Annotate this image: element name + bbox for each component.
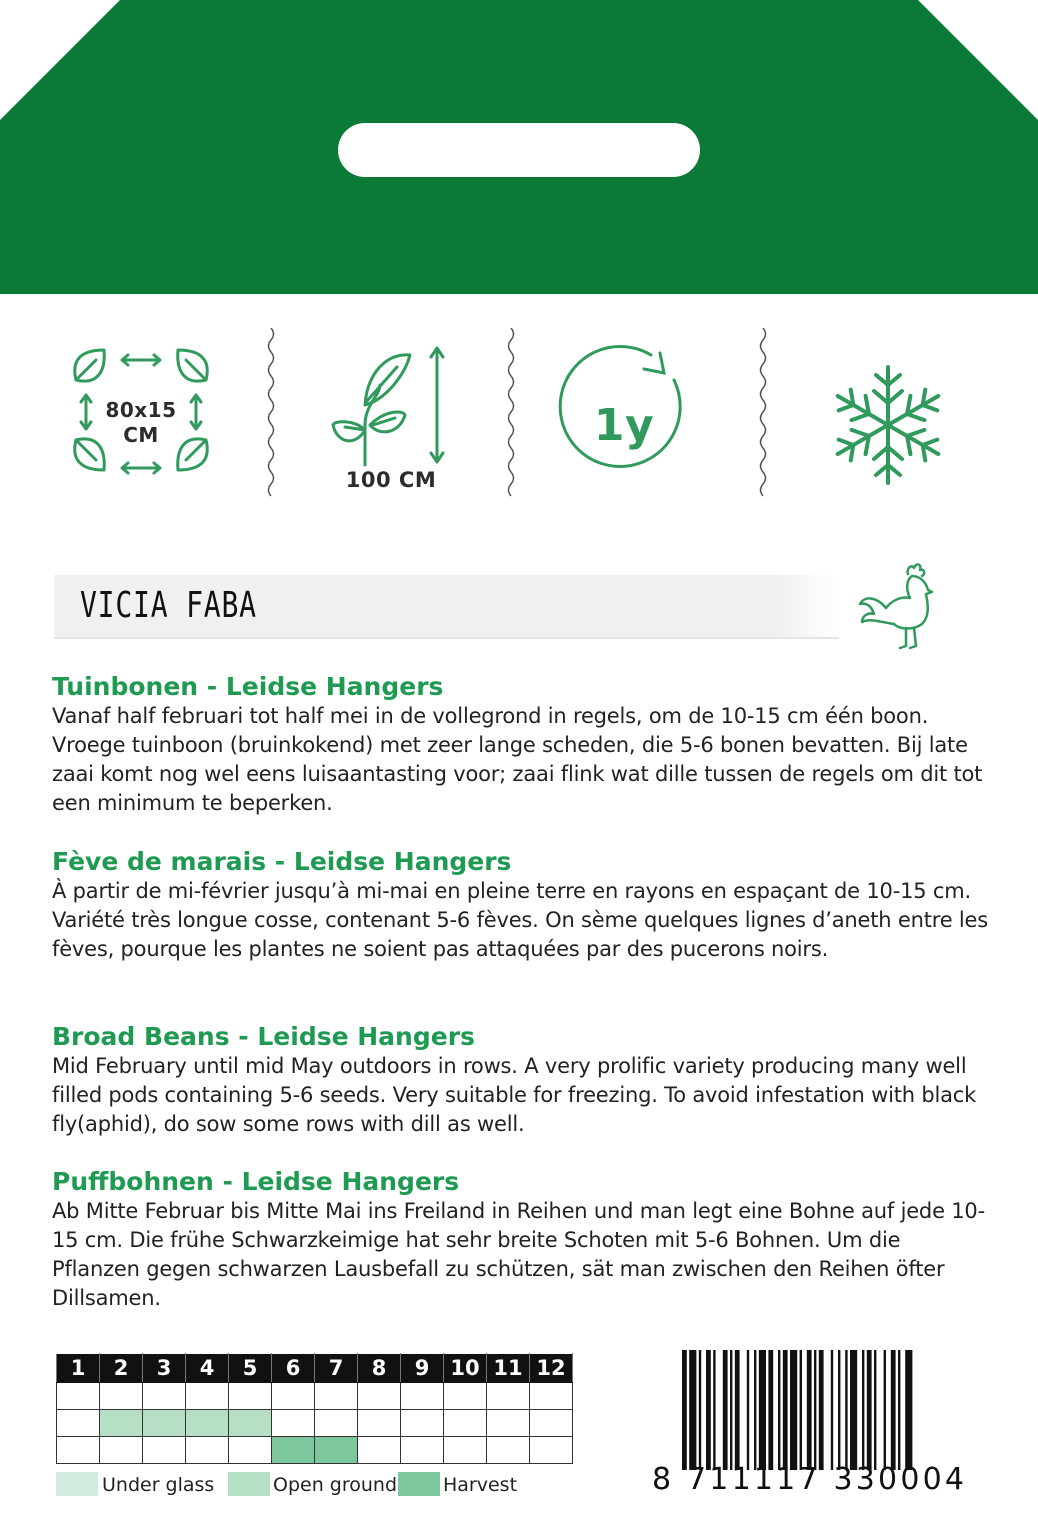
calendar-cell — [272, 1383, 315, 1410]
calendar-cell — [229, 1383, 272, 1410]
month-label: 2 — [100, 1354, 143, 1383]
calendar-cell — [143, 1437, 186, 1464]
section-body: Vanaf half februari tot half mei in de vollegrond in regels, om de 10-15 cm één boon. Vroege tuinboon (bruinkokend) met zeer lange scheden, die 5-6 bonen bevatten. Bij late zaai komt nog wel eens luisaantasting voor; zaai flink wat dille tussen de regels om dit tot een minimum te beperken. — [52, 704, 983, 815]
calendar-row-harvest — [57, 1437, 573, 1464]
barcode-bar — [814, 1350, 816, 1470]
calendar-cell — [272, 1437, 315, 1464]
month-label: 11 — [487, 1354, 530, 1383]
barcode-bar — [884, 1350, 886, 1470]
calendar-month-row — [57, 1354, 573, 1383]
month-label: 1 — [57, 1354, 100, 1383]
barcode-bar — [850, 1350, 857, 1470]
section-body: À partir de mi-février jusqu’à mi-mai en pleine terre en rayons en espaçant de 10-15 cm. Variété très longue cosse, contenant 5-6 fèves. On sème quelques lignes d’aneth entre les fèves, pourque les plantes ne soient pas attaquées par des pucerons noirs. — [52, 879, 989, 961]
barcode-bar — [891, 1350, 896, 1470]
barcode-bar — [874, 1350, 876, 1470]
calendar-cell — [186, 1410, 229, 1437]
calendar-cell — [358, 1410, 401, 1437]
latin-name: VICIA FABA — [80, 585, 257, 626]
barcode-bar — [768, 1350, 773, 1470]
latin-name-banner — [54, 575, 839, 639]
header-corner-cut-right — [918, 0, 1038, 120]
wavy-divider — [757, 328, 769, 500]
calendar-cell — [186, 1383, 229, 1410]
barcode-bar — [689, 1350, 696, 1470]
legend-swatch-open-ground — [228, 1472, 270, 1496]
description-section-en — [52, 1022, 992, 1139]
barcode-bar — [713, 1350, 715, 1470]
frost-icon-block — [828, 325, 948, 505]
calendar-cell — [186, 1437, 229, 1464]
month-label: 5 — [229, 1354, 272, 1383]
month-label: 10 — [444, 1354, 487, 1383]
legend-label-under-glass: Under glass — [102, 1474, 215, 1496]
barcode-number: 8 711117 330004 — [652, 1462, 968, 1497]
lifecycle-icon-block — [556, 325, 696, 505]
barcode-bar — [735, 1350, 740, 1470]
calendar-cell — [315, 1383, 358, 1410]
calendar-cell — [57, 1437, 100, 1464]
calendar-cell — [272, 1410, 315, 1437]
calendar-cell — [315, 1410, 358, 1437]
spacing-icon-block — [66, 325, 216, 505]
legend-label-open-ground: Open ground — [273, 1474, 398, 1496]
calendar-cell — [229, 1410, 272, 1437]
calendar-cell — [487, 1383, 530, 1410]
rooster-icon — [856, 560, 940, 652]
barcode-bar — [845, 1350, 847, 1470]
legend-swatch-harvest — [398, 1472, 440, 1496]
month-label: 3 — [143, 1354, 186, 1383]
calendar-cell — [530, 1383, 573, 1410]
calendar-cell — [530, 1437, 573, 1464]
calendar-cell — [100, 1410, 143, 1437]
barcode-bar — [723, 1350, 728, 1470]
sowing-calendar — [56, 1353, 573, 1464]
barcode-bar — [759, 1350, 766, 1470]
calendar-cell — [487, 1410, 530, 1437]
barcode-bar — [754, 1350, 756, 1470]
wavy-divider — [265, 328, 277, 500]
barcode-bar — [831, 1350, 833, 1470]
calendar-cell — [100, 1437, 143, 1464]
calendar-cell — [143, 1410, 186, 1437]
barcode-bar — [682, 1350, 687, 1470]
calendar-cell — [358, 1437, 401, 1464]
calendar-legend — [56, 1472, 576, 1498]
barcode-bar — [699, 1350, 701, 1470]
barcode-bar — [807, 1350, 812, 1470]
spacing-label-line1: 80x15 — [105, 398, 177, 422]
barcode-bar — [783, 1350, 788, 1470]
calendar-cell — [401, 1410, 444, 1437]
description-section-de — [52, 1167, 992, 1313]
month-label: 12 — [530, 1354, 573, 1383]
calendar-cell — [143, 1383, 186, 1410]
month-label: 6 — [272, 1354, 315, 1383]
description-section-nl — [52, 672, 992, 818]
calendar-cell — [57, 1410, 100, 1437]
month-label: 4 — [186, 1354, 229, 1383]
month-label: 9 — [401, 1354, 444, 1383]
barcode-bar — [838, 1350, 840, 1470]
month-label: 8 — [358, 1354, 401, 1383]
legend-swatch-under-glass — [56, 1472, 98, 1496]
barcode-bar — [790, 1350, 797, 1470]
section-title: Tuinbonen - Leidse Hangers — [52, 672, 444, 701]
barcode-bar — [778, 1350, 780, 1470]
calendar-cell — [229, 1437, 272, 1464]
calendar-cell — [401, 1437, 444, 1464]
legend-label-harvest: Harvest — [443, 1474, 518, 1496]
barcode-bar — [706, 1350, 711, 1470]
section-title: Fève de marais - Leidse Hangers — [52, 847, 512, 876]
barcode-bar — [898, 1350, 900, 1470]
description-section-fr — [52, 847, 992, 964]
section-title: Puffbohnen - Leidse Hangers — [52, 1167, 460, 1196]
calendar-cell — [487, 1437, 530, 1464]
wavy-divider — [505, 328, 517, 500]
spacing-label-line2: CM — [123, 423, 159, 447]
lifecycle-label: 1y — [593, 400, 655, 451]
packet-header — [0, 0, 1038, 294]
calendar-cell — [315, 1437, 358, 1464]
barcode-bar — [905, 1350, 912, 1470]
calendar-row-open-ground — [57, 1410, 573, 1437]
calendar-cell — [100, 1383, 143, 1410]
barcode-bar — [730, 1350, 732, 1470]
calendar-cell — [444, 1437, 487, 1464]
calendar-cell — [444, 1410, 487, 1437]
calendar-cell — [401, 1383, 444, 1410]
barcode-bar — [862, 1350, 864, 1470]
calendar-cell — [444, 1383, 487, 1410]
snowflake-icon — [828, 325, 948, 485]
barcode-bar — [800, 1350, 802, 1470]
plant-height-icon — [325, 325, 475, 475]
plant-height-icon-block — [325, 325, 475, 505]
barcode — [682, 1350, 966, 1470]
barcode-bar — [819, 1350, 824, 1470]
hang-hole — [338, 123, 700, 177]
plant-height-label: 100 CM — [345, 468, 437, 492]
barcode-bar — [867, 1350, 872, 1470]
header-corner-cut-left — [0, 0, 120, 120]
calendar-row-under-glass — [57, 1383, 573, 1410]
calendar-cell — [530, 1410, 573, 1437]
calendar-cell — [358, 1383, 401, 1410]
section-body: Mid February until mid May outdoors in rows. A very prolific variety producing many well filled pods containing 5-6 seeds. Very suitable for freezing. To avoid infestation with black fly(aphid), do sow some rows with dill as well. — [52, 1054, 977, 1136]
section-title: Broad Beans - Leidse Hangers — [52, 1022, 475, 1051]
calendar-cell — [57, 1383, 100, 1410]
section-body: Ab Mitte Februar bis Mitte Mai ins Freiland in Reihen und man legt eine Bohne auf jede 10-15 cm. Die frühe Schwarzkeimige hat sehr breite Schoten mit 5-6 Bohnen. Um die Pflanzen gegen schwarzen Lausbefall zu schützen, sät man zwischen den Reihen öfter Dillsamen. — [52, 1199, 985, 1310]
barcode-bar — [747, 1350, 749, 1470]
month-label: 7 — [315, 1354, 358, 1383]
